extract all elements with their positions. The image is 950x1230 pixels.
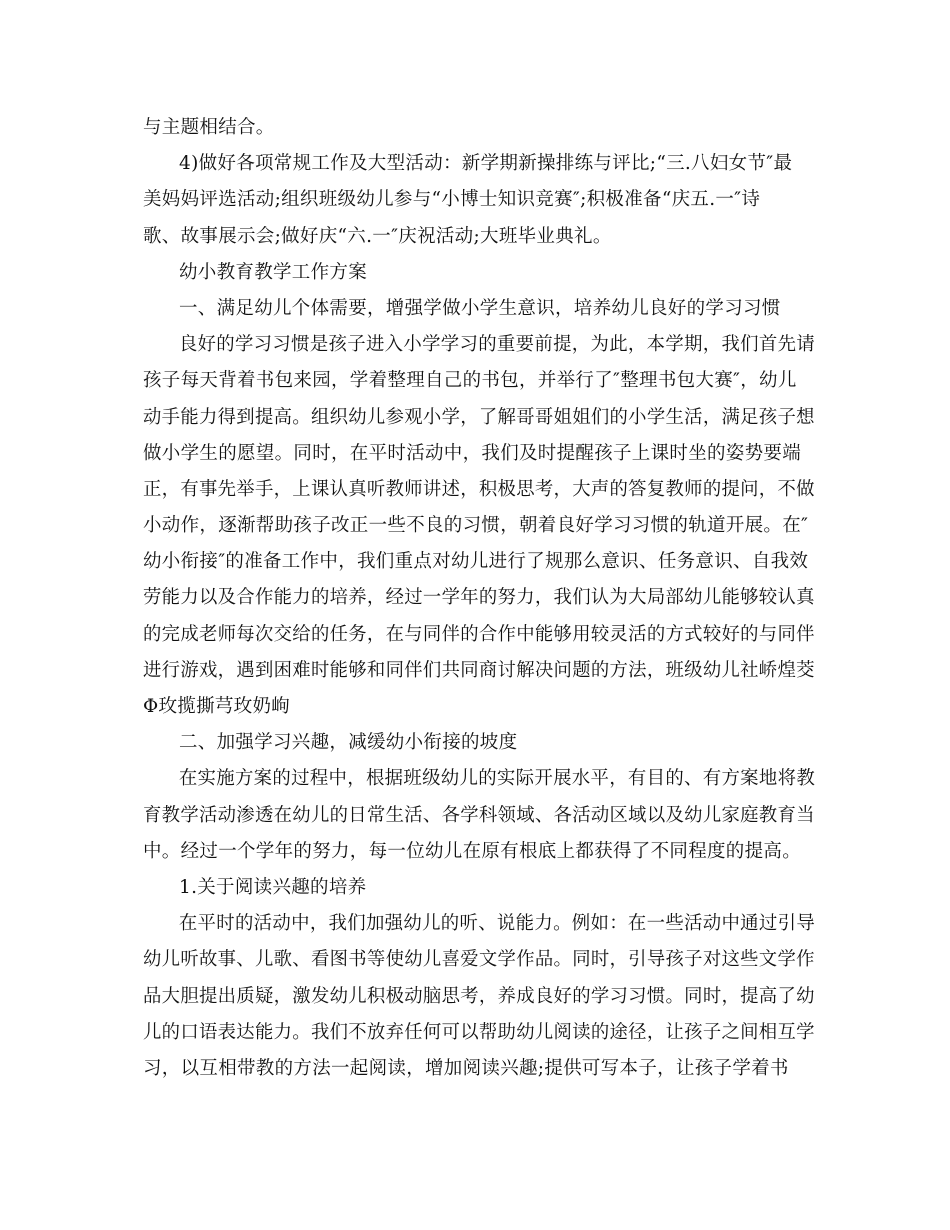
text-line: 做小学生的愿望。同时，在平时活动中，我们及时提醒孩子上课时坐的姿势要端 <box>143 442 802 464</box>
text-line: 动手能力得到提高。组织幼儿参观小学，了解哥哥姐姐们的小学生活，满足孩子想 <box>143 406 815 428</box>
text-line: 幼儿听故事、儿歌、看图书等使幼儿喜爱文学作品。同时，引导孩子对这些文学作 <box>143 949 815 971</box>
document-body <box>143 110 815 1087</box>
text-line: 一、满足幼儿个体需要，增强学做小学生意识，培养幼儿良好的学习习惯 <box>179 297 781 319</box>
text-line: 与主题相结合。 <box>143 117 275 138</box>
text-line: 1.关于阅读兴趣的培养 <box>179 876 367 898</box>
text-line: 歌、故事展示会;做好庆“六.一″庆祝活动;大班毕业典礼。 <box>143 225 612 247</box>
text-line: 儿的口语表达能力。我们不放弃任何可以帮助幼儿阅读的途径，让孩子之间相互学 <box>143 1021 815 1043</box>
text-line: 进行游戏，遇到困难时能够和同伴们共同商讨解决问题的方法，班级幼儿社峤煌茭 <box>143 659 815 681</box>
text-line: 在平时的活动中，我们加强幼儿的听、说能力。例如：在一些活动中通过引导 <box>178 913 816 935</box>
text-line: 习，以互相带教的方法一起阅读，增加阅读兴趣;提供可写本子，让孩子学着书 <box>143 1057 789 1079</box>
text-line: 小动作，逐渐帮助孩子改正一些不良的习惯，朝着良好学习习惯的轨道开展。在″ <box>143 515 809 537</box>
text-line: 正，有事先举手，上课认真听教师讲述，积极思考，大声的答复教师的提问，不做 <box>143 478 815 500</box>
text-line: 幼小衔接″的准备工作中，我们重点对幼儿进行了规那么意识、任务意识、自我效 <box>143 551 809 573</box>
text-line: 良好的学习习惯是孩子进入小学学习的重要前提，为此，本学期，我们首先请 <box>178 334 816 356</box>
text-line: 二、加强学习兴趣，减缓幼小衔接的坡度 <box>179 732 518 754</box>
text-line: 幼小教育教学工作方案 <box>179 261 368 283</box>
text-line: Φ玫揽撕芎玫奶岣 <box>143 696 291 717</box>
text-line: 中。经过一个学年的努力，每一位幼儿在原有根底上都获得了不同程度的提高。 <box>143 840 802 862</box>
text-line: 劳能力以及合作能力的培养，经过一学年的努力，我们认为大局部幼儿能够较认真 <box>143 587 815 609</box>
text-line: 育教学活动渗透在幼儿的日常生活、各学科领域、各活动区域以及幼儿家庭教育当 <box>143 804 815 826</box>
text-line: 品大胆提出质疑，激发幼儿积极动脑思考，养成良好的学习习惯。同时，提高了幼 <box>143 985 815 1007</box>
text-line: 在实施方案的过程中，根据班级幼儿的实际开展水平，有目的、有方案地将教 <box>178 768 816 790</box>
text-line: 的完成老师每次交给的任务，在与同伴的合作中能够用较灵活的方式较好的与同伴 <box>143 623 815 645</box>
text-line: 4)做好各项常规工作及大型活动：新学期新操排练与评比;“三.八妇女节″最 <box>179 153 793 175</box>
text-line: 美妈妈评选活动;组织班级幼儿参与“小博士知识竞赛″;积极准备“庆五.一″诗 <box>143 189 761 211</box>
text-line: 孩子每天背着书包来园，学着整理自己的书包，并举行了″整理书包大赛″，幼儿 <box>143 370 797 392</box>
